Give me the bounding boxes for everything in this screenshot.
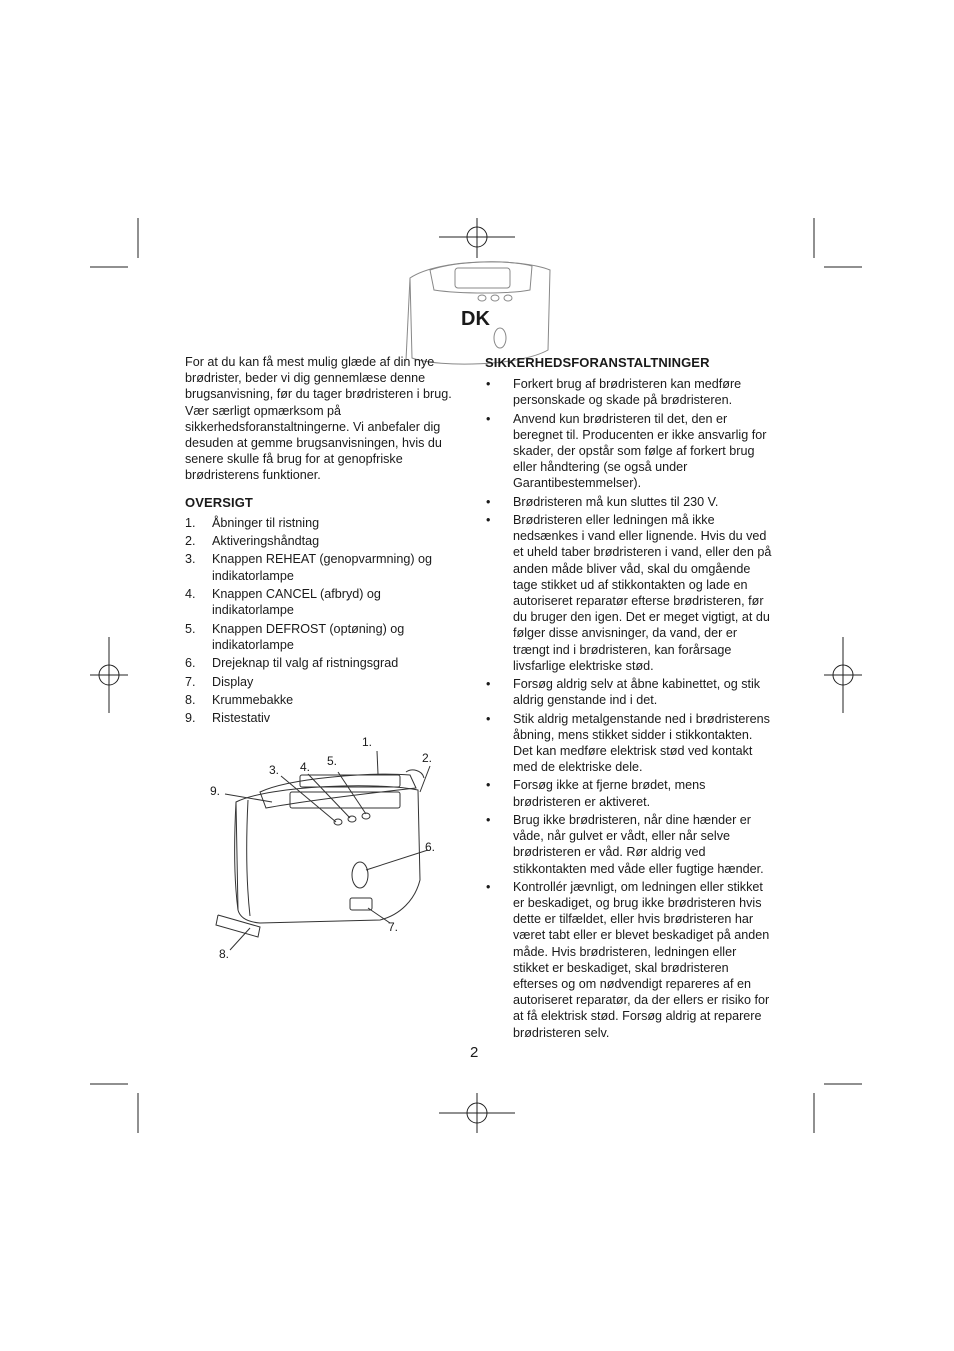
list-item [485,676,775,708]
callout-4: 4. [300,760,311,774]
item-text: Forsøg aldrig selv at åbne kabinettet, og stik aldrig genstande ind i det. [513,677,761,708]
list-item [185,674,460,690]
list-item [185,692,460,708]
item-text: Anvend kun brødristeren til det, den er beregnet til. Producenten er ikke ansvarlig for skader, der opstår som følge af forkert brug eller håndtering (se også under Garantibestemmelser). [513,411,767,491]
bullet: • [486,711,491,726]
item-text: Knappen DEFROST (optøning) og indikatorlampe [212,621,405,652]
list-item [185,655,460,671]
list-item [485,711,775,776]
callout-8: 8. [219,947,230,961]
overview-heading: OVERSIGT [185,494,253,510]
list-item [485,812,775,877]
list-item [485,411,775,492]
item-number: 1. [185,515,196,530]
intro-paragraph: For at du kan få mest mulig glæde af din nye brødrister, beder vi dig gennemlæse denne brugsanvisning, før du tager brødristeren i brug. Vær særligt opmærksom på sikkerhedsforanstaltningerne. Vi anbefaler dig desuden at gemme brugsanvisningen, hvis du senere skulle få brug for at genopfriske brødristerens funktioner. [185,355,452,483]
page-number: 2 [470,1044,479,1061]
item-text: Forsøg ikke at fjerne brødet, mens brødristeren er aktiveret. [513,778,706,809]
list-item [185,533,460,549]
safety-list [485,376,775,1041]
list-item [185,621,460,653]
item-text: Display [212,674,254,689]
item-number: 5. [185,621,196,636]
left-column [185,354,460,729]
callout-1: 1. [362,735,373,749]
callout-6: 6. [425,840,436,854]
item-number: 4. [185,587,196,601]
item-text: Ristestativ [212,711,271,726]
item-text: Forkert brug af brødristeren kan medføre personskade og skade på brødristeren. [513,377,742,408]
item-text: Brødristeren må kun sluttes til 230 V. [513,494,719,509]
bullet: • [486,411,491,426]
list-item [485,777,775,809]
item-text: Brødristeren eller ledningen må ikke nedsænkes i vand eller lignende. Hvis du ved et uheld taber brødristeren i vand, eller den på anden måde bliver våd, skal du omgående tage stikket ud af stikkontakten og lade en autoriseret reparatør efterse brødristeren, før du bruger den igen. Det er meget vigtigt, at du følger disse anvisninger, da vand, der er trængt ind i brødristeren, kan forårsage livsfarlige elektriske stød. [513,512,772,673]
bullet: • [486,812,491,827]
item-number: 8. [185,692,196,707]
list-item [485,879,775,1041]
right-column [485,354,775,1043]
callout-5: 5. [327,754,338,768]
safety-heading: SIKKERHEDSFORANSTALTNINGER [485,355,710,370]
language-tag: DK [461,308,490,330]
toaster-drawing [200,730,450,965]
callout-7: 7. [388,920,399,934]
item-text: Knappen CANCEL (afbryd) og indikatorlampe [212,587,381,618]
list-item [185,515,460,531]
list-item [185,586,460,618]
list-item [185,710,460,726]
bullet: • [486,677,491,692]
callout-2: 2. [422,751,433,765]
item-text: Brug ikke brødristeren, når dine hænder er våde, når gulvet er vådt, eller når selve brødristeren er våd. Rør aldrig ved stikkontakten med våde eller fugtige hænder. [513,812,764,876]
item-number: 2. [185,534,196,549]
item-text: Knappen REHEAT (genopvarmning) og indikatorlampe [212,552,433,583]
list-item [485,512,775,674]
toaster-diagram [200,730,450,965]
item-number: 6. [185,656,196,671]
item-text: Krummebakke [212,692,294,707]
bullet: • [486,879,491,894]
bullet: • [486,778,491,793]
item-number: 9. [185,711,196,726]
item-text: Stik aldrig metalgenstande ned i brødristerens åbning, mens stikket sidder i stikkontakten. Det kan medføre elektrisk stød ved kontakt med de elektriske dele. [513,711,770,775]
bullet: • [486,494,491,509]
item-text: Drejeknap til valg af ristningsgrad [212,656,399,671]
callout-3: 3. [269,763,280,777]
list-item [485,494,775,510]
item-text: Aktiveringshåndtag [212,534,320,549]
callout-9: 9. [210,784,221,798]
list-item [185,551,460,583]
list-item [485,376,775,408]
item-number: 3. [185,552,196,567]
bullet: • [486,377,491,391]
item-text: Kontrollér jævnligt, om ledningen eller stikket er beskadiget, og brug ikke brødristeren hvis dette er tilfældet, eller hvis brødristeren har været tabt eller er blevet beskadiget på anden måde. Hvis brødristeren, ledningen eller stikket er beskadiget, skal brødristeren efterses og om nødvendigt repareres af en autoriseret reparatør, da der ellers er risiko for at få elektrisk stød. Forsøg aldrig at reparere brødristeren selv. [513,879,770,1040]
overview-list [185,515,460,727]
item-number: 7. [185,674,196,689]
bullet: • [486,512,491,527]
item-text: Åbninger til ristning [212,515,320,530]
